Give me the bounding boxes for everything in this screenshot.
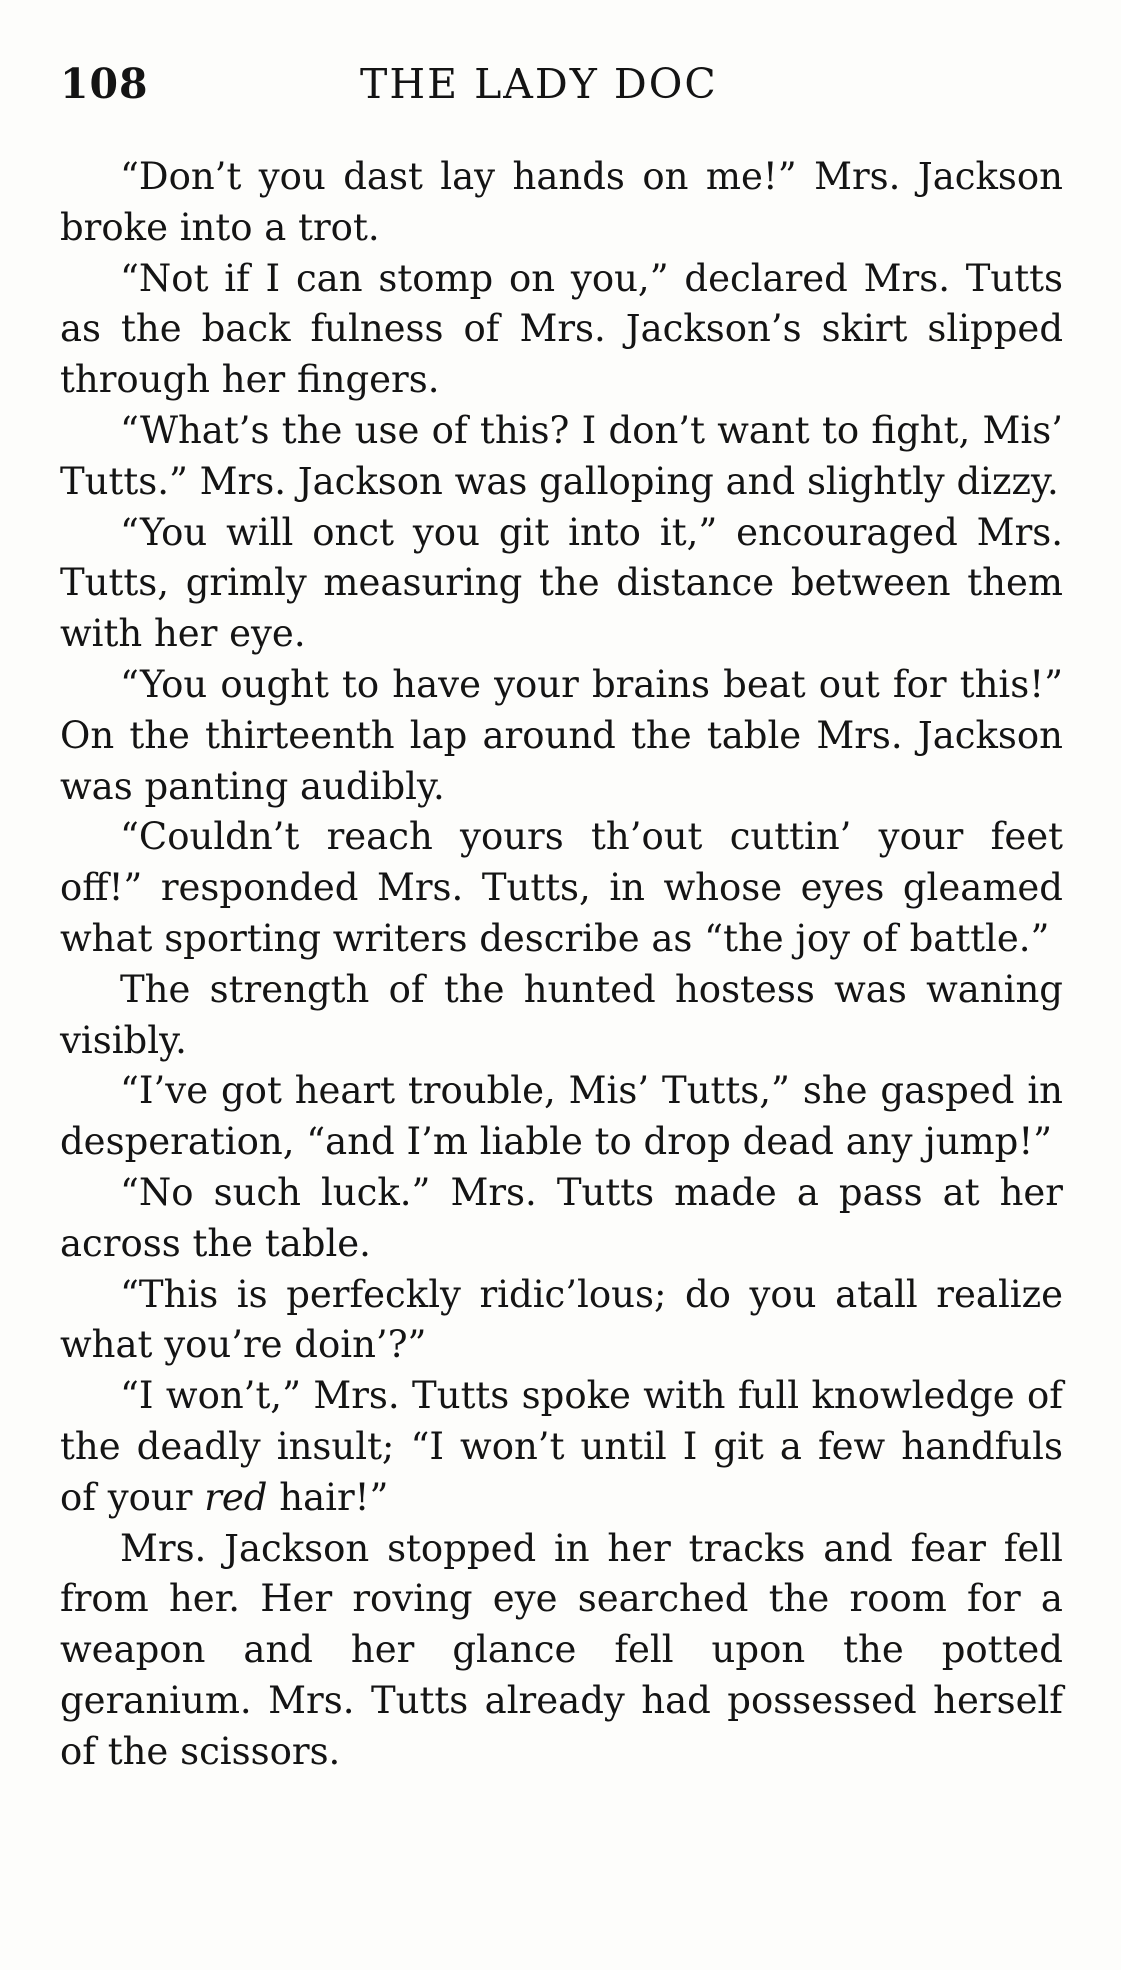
paragraph-5: “You ought to have your brains beat out for this!” On the thirteenth lap around the table Mrs. Jackson was panting audibly. (60, 662, 1063, 808)
paragraph-3: “What’s the use of this? I don’t want to fight, Mis’ Tutts.” Mrs. Jackson was galloping and slightly dizzy. (60, 408, 1063, 503)
paragraph-1: “Don’t you dast lay hands on me!” Mrs. Jackson broke into a trot. (60, 155, 1063, 249)
body-text (60, 152, 1063, 1778)
page-number: 108 (60, 60, 149, 108)
paragraph-12: Mrs. Jackson stopped in her tracks and fear fell from her. Her roving eye searched the room for a weapon and her glance fell upon the potted geranium. Mrs. Tutts already had possessed herself of the scissors. (60, 1526, 1063, 1773)
paragraph-10: “This is perfeckly ridic’lous; do you atall realize what you’re doin’?” (60, 1272, 1063, 1367)
paragraph-6: “Couldn’t reach yours th’out cuttin’ your feet off!” responded Mrs. Tutts, in whose eyes gleamed what sporting writers describe as “the joy of battle.” (60, 815, 1063, 960)
paragraph-2: “Not if I can stomp on you,” declared Mrs. Tutts as the back fulness of Mrs. Jackson’s skirt slipped through her fingers. (60, 256, 1063, 402)
running-title: THE LADY DOC (360, 60, 718, 108)
paragraph-11-italic-word: red (204, 1475, 268, 1519)
paragraph-11 (60, 1371, 1063, 1523)
paragraph-11-text-after: hair!” (267, 1475, 389, 1519)
paragraph-8: “I’ve got heart trouble, Mis’ Tutts,” she gasped in desperation, “and I’m liable to drop dead any jump!” (60, 1069, 1063, 1164)
paragraph-7: The strength of the hunted hostess was waning visibly. (60, 967, 1063, 1062)
paragraph-4: “You will onct you git into it,” encouraged Mrs. Tutts, grimly measuring the distance between them with her eye. (60, 510, 1063, 656)
paragraph-11-text-before: “I won’t,” Mrs. Tutts spoke with full knowledge of the deadly insult; “I won’t until I git a few handfuls of your (60, 1374, 1063, 1519)
page-header (60, 60, 1066, 120)
paragraph-9: “No such luck.” Mrs. Tutts made a pass at her across the table. (60, 1170, 1063, 1265)
